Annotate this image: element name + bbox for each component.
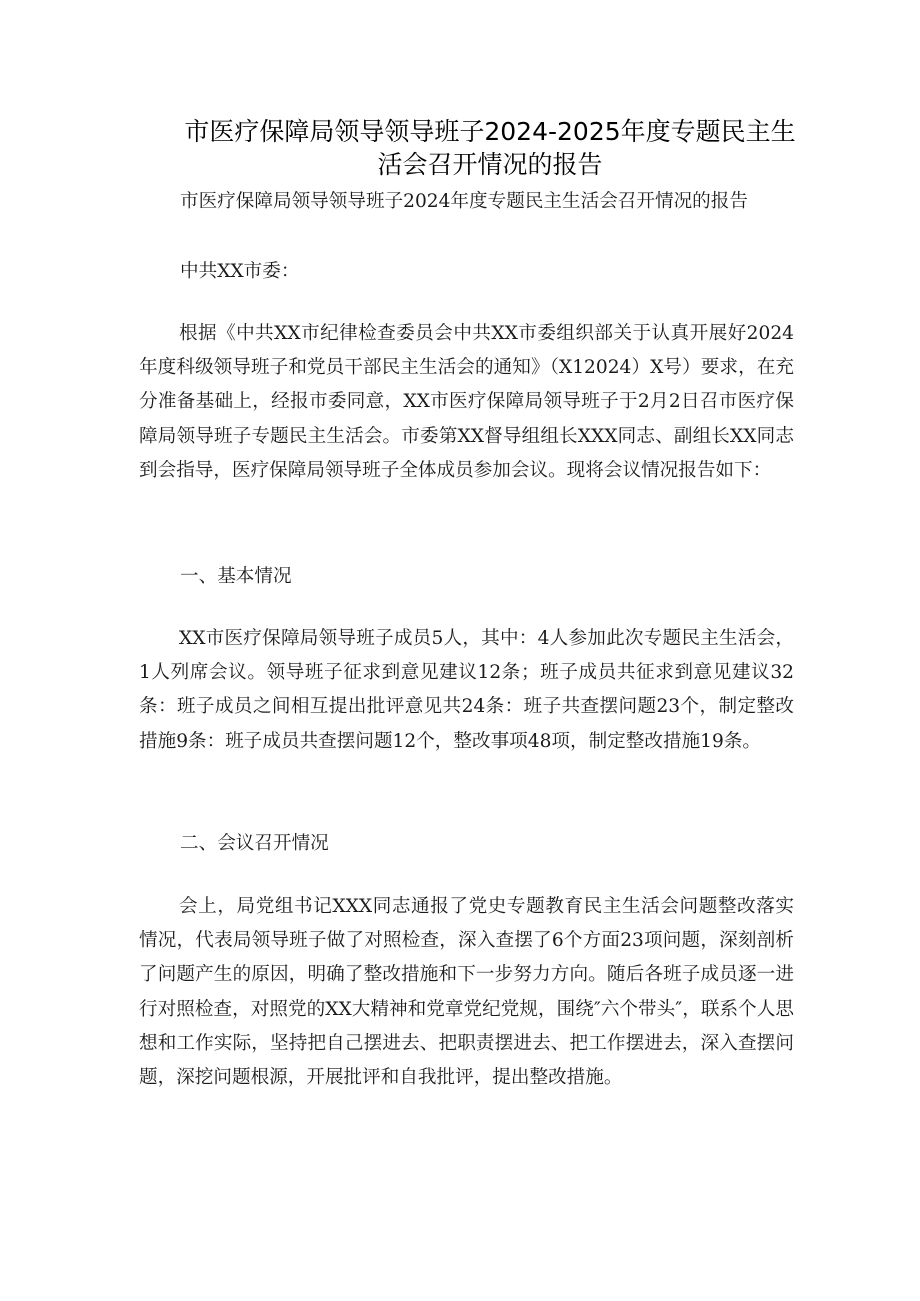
document-subtitle: 市医疗保障局领导领导班子2024年度专题民主生活会召开情况的报告 bbox=[180, 191, 748, 212]
paragraph-notice: 根据《中共XX市纪律检查委员会中共XX市委组织部关于认真开展好2024年度科级领导班子和党员干部民主生活会的通知》（X12024）X号）要求，在充分准备基础上，经报市委同意，XX市医疗保障局领导班子于2月2日召市医疗保障局领导班子专题民主生活会。市委第XX督导组组长XXX同志、副组长XX同志到会指导，医疗保障局领导班子全体成员参加会议。现将会议情况报告如下： bbox=[139, 323, 794, 481]
document-title-line-1: 市医疗保障局领导领导班子2024-2025年度专题民主生 bbox=[184, 117, 796, 146]
section-heading-basic-situation: 一、基本情况 bbox=[180, 566, 292, 587]
paragraph-meeting: 会上，局党组书记XXX同志通报了党史专题教育民主生活会问题整改落实情况，代表局领导班子做了对照检查，深入查摆了6个方面23项问题，深刻剖析了问题产生的原因，明确了整改措施和下一步努力方向。随后各班子成员逐一进行对照检查，对照党的XX大精神和党章党纪党规，围绕″六个带头″，联系个人思想和工作实际，坚持把自己摆进去、把职责摆进去、把工作摆进去，深入查摆问题，深挖问题根源，开展批评和自我批评，提出整改措施。 bbox=[139, 896, 794, 1089]
document-title-line-2: 活会召开情况的报告 bbox=[377, 150, 603, 179]
section-heading-meeting: 二、会议召开情况 bbox=[180, 833, 329, 854]
salutation: 中共XX市委： bbox=[180, 261, 300, 282]
paragraph-basic-situation: XX市医疗保障局领导班子成员5人，其中：4人参加此次专题民主生活会，1人列席会议。领导班子征求到意见建议12条；班子成员共征求到意见建议32条：班子成员之间相互提出批评意见共24条：班子共查摆问题23个，制定整改措施9条：班子成员共查摆问题12个，整改事项48项，制定整改措施19条。 bbox=[139, 628, 794, 752]
